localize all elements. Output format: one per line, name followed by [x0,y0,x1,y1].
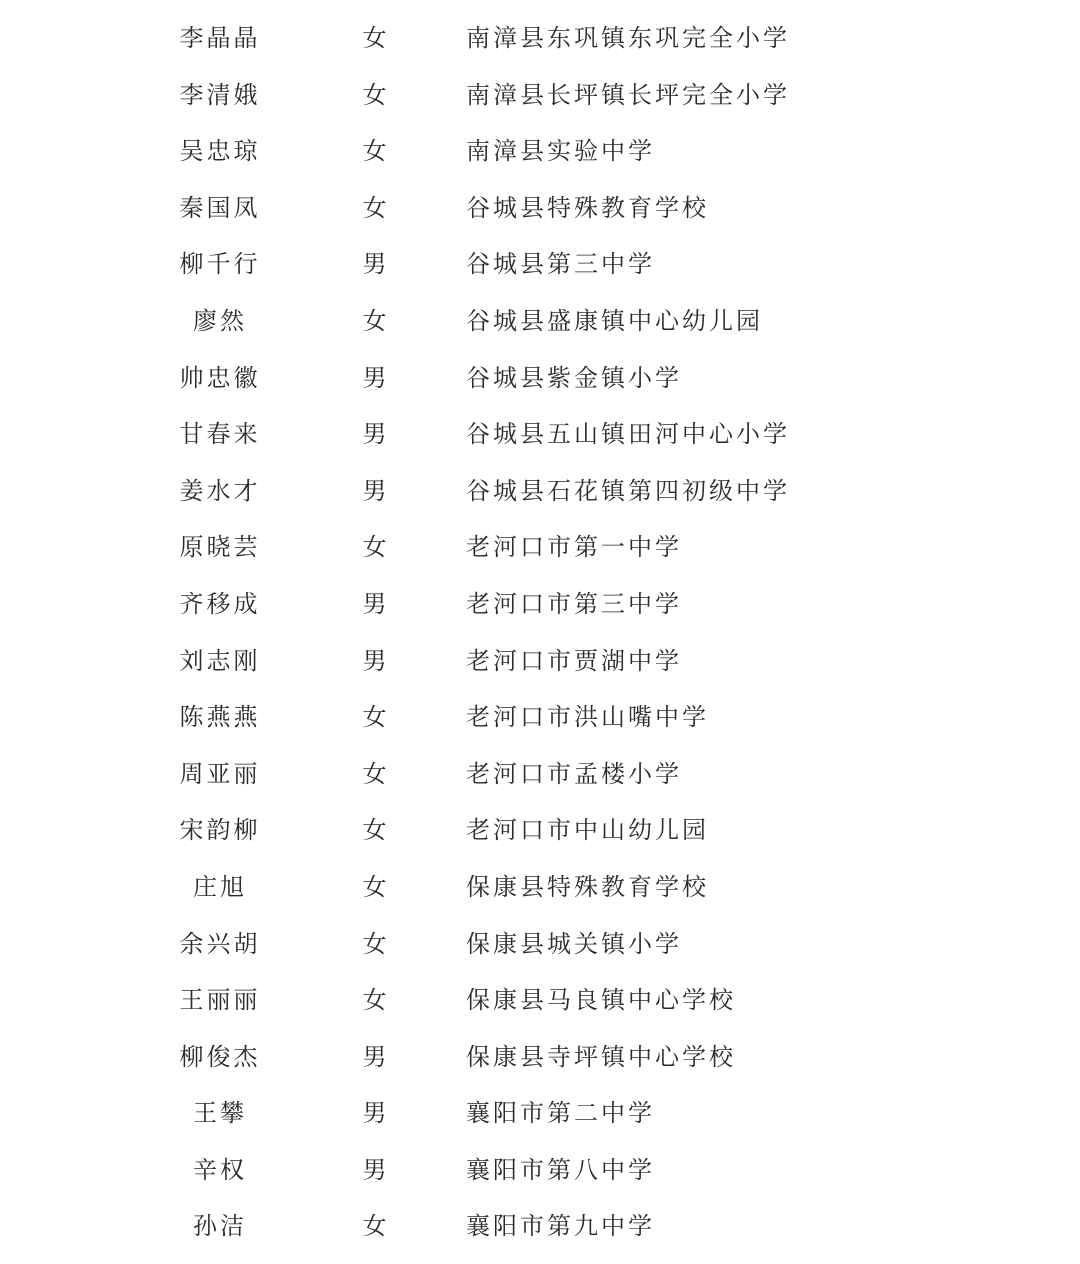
list-item [0,67,1080,124]
person-gender: 男 [362,646,390,675]
list-item [0,689,1080,746]
person-name: 帅忠徽 [179,363,261,392]
person-gender: 女 [362,533,390,562]
school-name: 谷城县石花镇第四初级中学 [466,476,790,505]
school-name: 襄阳市第二中学 [466,1099,655,1128]
person-name: 余兴胡 [179,929,261,958]
school-name: 谷城县盛康镇中心幼儿园 [466,306,763,335]
school-name: 谷城县特殊教育学校 [466,193,709,222]
school-name: 南漳县长坪镇长坪完全小学 [466,80,790,109]
person-name: 甘春来 [179,420,261,449]
school-name: 襄阳市第九中学 [466,1212,655,1241]
person-name: 孙洁 [193,1212,247,1241]
person-gender: 女 [362,759,390,788]
list-item [0,1085,1080,1142]
person-name: 柳千行 [179,250,261,279]
person-name: 王攀 [193,1099,247,1128]
person-name: 陈燕燕 [179,703,261,732]
list-item [0,1198,1080,1255]
list-item [0,180,1080,237]
list-item [0,576,1080,633]
person-name: 李晶晶 [179,24,261,52]
school-name: 老河口市第三中学 [466,589,682,618]
list-item [0,1029,1080,1086]
person-gender: 女 [362,306,390,335]
school-name: 襄阳市第八中学 [466,1155,655,1184]
list-item [0,293,1080,350]
person-name: 王丽丽 [179,986,261,1015]
person-gender: 女 [362,929,390,958]
school-name: 老河口市第一中学 [466,533,682,562]
person-name: 柳俊杰 [179,1042,261,1071]
person-gender: 男 [362,1099,390,1128]
person-gender: 女 [362,80,390,109]
person-gender: 男 [362,1042,390,1071]
list-item [0,633,1080,690]
school-name: 老河口市中山幼儿园 [466,816,709,845]
school-name: 老河口市孟楼小学 [466,759,682,788]
list-item [0,916,1080,973]
person-name: 秦国凤 [179,193,261,222]
list-item [0,859,1080,916]
person-name: 原晓芸 [179,533,261,562]
list-item [0,1142,1080,1199]
person-gender: 男 [362,420,390,449]
list-item [0,123,1080,180]
person-gender: 女 [362,137,390,166]
school-name: 谷城县五山镇田河中心小学 [466,420,790,449]
list-item [0,350,1080,407]
roster-list [0,10,1080,1255]
person-gender: 女 [362,193,390,222]
person-gender: 男 [362,250,390,279]
list-item [0,802,1080,859]
person-gender: 男 [362,476,390,505]
person-gender: 女 [362,986,390,1015]
list-item [0,10,1080,67]
school-name: 保康县城关镇小学 [466,929,682,958]
person-name: 吴忠琼 [179,137,261,166]
list-item [0,519,1080,576]
list-item [0,746,1080,803]
person-gender: 女 [362,24,390,52]
person-gender: 男 [362,1155,390,1184]
school-name: 保康县特殊教育学校 [466,872,709,901]
person-name: 廖然 [193,306,247,335]
person-gender: 女 [362,703,390,732]
school-name: 谷城县紫金镇小学 [466,363,682,392]
school-name: 老河口市贾湖中学 [466,646,682,675]
person-gender: 女 [362,1212,390,1241]
list-item [0,972,1080,1029]
person-name: 周亚丽 [179,759,261,788]
school-name: 保康县马良镇中心学校 [466,986,736,1015]
person-gender: 男 [362,589,390,618]
school-name: 保康县寺坪镇中心学校 [466,1042,736,1071]
list-item [0,406,1080,463]
person-gender: 男 [362,363,390,392]
list-item [0,236,1080,293]
person-name: 刘志刚 [179,646,261,675]
person-gender: 女 [362,816,390,845]
person-gender: 女 [362,872,390,901]
person-name: 姜水才 [179,476,261,505]
person-name: 辛权 [193,1155,247,1184]
list-item [0,463,1080,520]
school-name: 谷城县第三中学 [466,250,655,279]
school-name: 南漳县东巩镇东巩完全小学 [466,24,790,52]
school-name: 南漳县实验中学 [466,137,655,166]
person-name: 齐移成 [179,589,261,618]
person-name: 宋韵柳 [179,816,261,845]
person-name: 李清娥 [179,80,261,109]
person-name: 庄旭 [193,872,247,901]
school-name: 老河口市洪山嘴中学 [466,703,709,732]
